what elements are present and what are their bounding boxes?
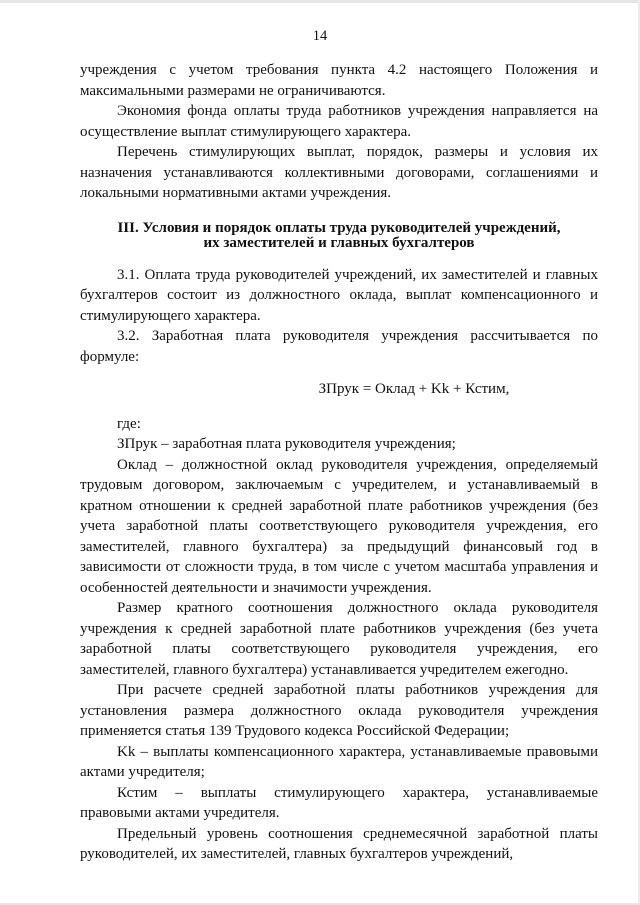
scan-edge-top [0,0,640,3]
salary-formula-text: ЗПрук = Оклад + Kk + Кстим, [318,381,510,397]
page-number: 14 [312,28,328,44]
paragraph: 3.1. Оплата труда руководителей учреждений, их заместителей и главных бухгалтеров состоит из должностного оклада, выплат компенсационного и стимулирующего характера. [80,266,598,324]
paragraph: Кстим – выплаты стимулирующего характера, устанавливаемые правовыми актами учредителя. [80,784,598,821]
paragraph: Kk – выплаты компенсационного характера, устанавливаемые правовыми актами учредителя; [80,743,598,780]
paragraph: где: [117,415,141,432]
paragraph: 3.2. Заработная плата руководителя учреждения рассчитывается по формуле: [80,328,598,365]
section-heading-line: их заместителей и главных бухгалтеров [203,234,475,251]
paragraph: При расчете средней заработной платы работников учреждения для установления размера должностного оклада руководителя учреждения применяется статья 139 Трудового кодекса Российской Федерации; [80,682,598,739]
paragraph: Оклад – должностной оклад руководителя учреждения, определяемый трудовым договором, заключаемым с учредителем, и устанавливаемый в кратном отношении к средней заработной плате работников учреждения (без учета заработной платы соответствующего руководителя учреждения, его заместителей, главного бухгалтера) за предыдущий финансовый год в зависимости от сложности труда, в том числе с учетом масштаба управления и особенностей деятельности и значимости учреждения. [80,456,598,596]
paragraph: ЗПрук – заработная плата руководителя учреждения; [117,436,456,452]
paragraph: Перечень стимулирующих выплат, порядок, размеры и условия их назначения устанавливаются коллективными договорами, соглашениями и локальными нормативными актами учреждения. [80,144,598,201]
paragraph: Предельный уровень соотношения среднемесячной заработной платы руководителей, их заместителей, главных бухгалтеров учреждений, [80,825,598,862]
section-heading [80,221,598,251]
salary-formula [80,379,598,400]
paragraph: Экономия фонда оплаты труда работников учреждения направляется на осуществление выплат стимулирующего характера. [80,103,598,140]
document-body [80,60,598,865]
paragraph: учреждения с учетом требования пункта 4.2 настоящего Положения и максимальными размерами не ограничиваются. [80,62,598,99]
section-heading-line: III. Условия и порядок оплаты труда руководителей учреждений, [117,219,561,236]
paragraph: Размер кратного соотношения должностного оклада руководителя учреждения к средней заработной плате работников учреждения (без учета заработной платы соответствующего руководителя учреждения, его заместителей, главного бухгалтера) устанавливается учредителем ежегодно. [80,600,598,678]
